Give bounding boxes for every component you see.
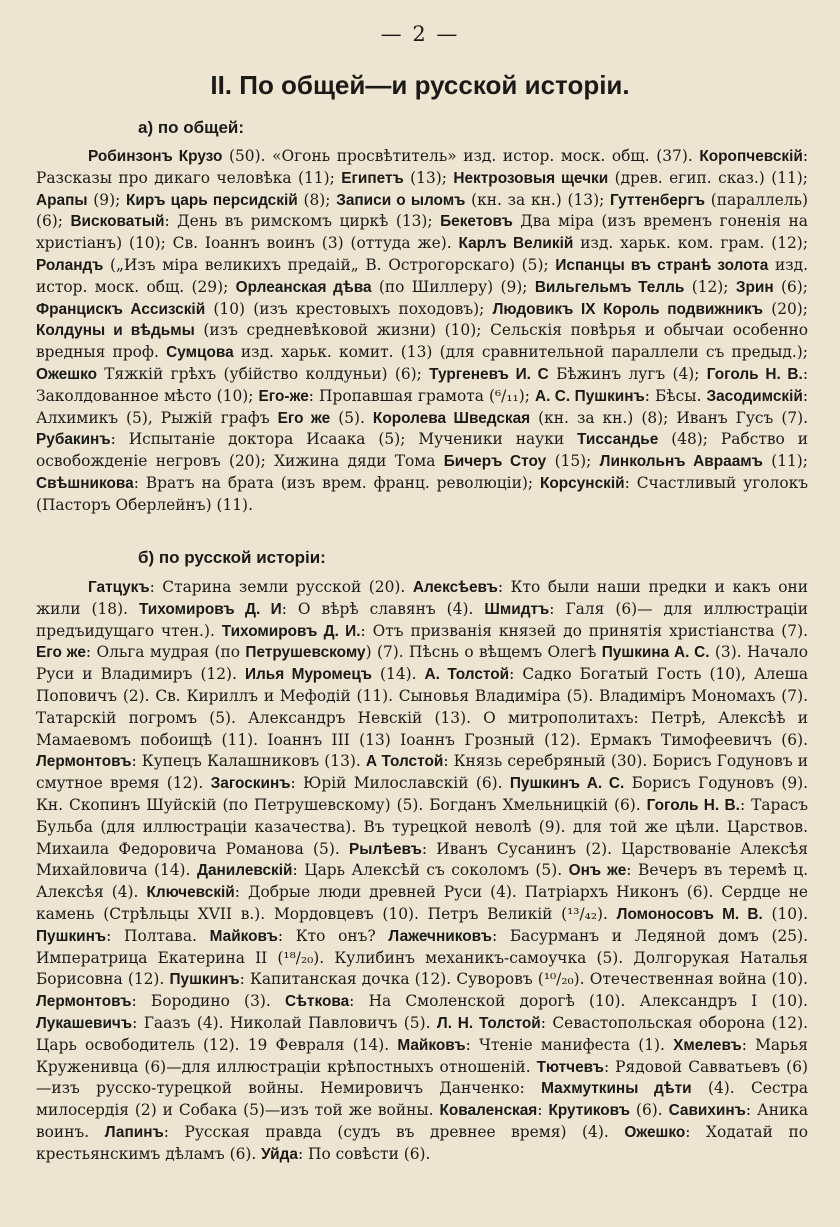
text-run: : О вѣрѣ славянъ (4). <box>281 599 485 618</box>
author-or-title: Пушкина А. С. <box>601 644 710 662</box>
text-run: (14). <box>372 665 425 684</box>
text-run: : Купецъ Калашниковъ (13). <box>131 752 366 771</box>
author-or-title: Пушкинъ <box>36 927 107 945</box>
text-run: : Русская правда (судъ въ древнее время) (4). <box>163 1122 625 1141</box>
text-run: (13); <box>403 168 454 187</box>
text-run: : Заколдованное мѣсто (10); <box>36 364 809 405</box>
text-run: ) (7). Пѣснь о вѣщемъ Олегѣ <box>365 643 602 662</box>
text-run: (5). <box>330 408 373 427</box>
text-run: : Иванъ Сусанинъ (2). Царствованіе Алексѣя Михайловича (14). <box>36 839 808 880</box>
text-run: : Ходатай по крестьянскимъ дѣламъ (6). <box>36 1122 808 1163</box>
author-or-title: Робинзонъ Крузо <box>88 148 223 165</box>
author-or-title: Тургеневъ И. С <box>429 365 549 383</box>
author-or-title: Бекетовъ <box>440 213 513 231</box>
author-or-title: Зрин <box>735 278 774 296</box>
author-or-title: Роландъ <box>36 256 104 274</box>
author-or-title: Колдуны и вѣдьмы <box>36 322 195 340</box>
author-or-title: Данилевскій <box>196 862 293 880</box>
author-or-title: Тиссандье <box>577 431 659 449</box>
author-or-title: Тихомировъ Д. И. <box>221 622 361 640</box>
text-run: (4). Сестра милосердія (2) и Собака (5)—изъ той же войны. <box>36 1079 808 1120</box>
text-run: : Аника воинъ. <box>36 1101 809 1141</box>
author-or-title: Пушкинъ А. С. <box>509 775 625 793</box>
text-run: (50). «Огонь просвѣтитель» изд. истор. моск. общ. (37). <box>222 147 700 165</box>
section-title: II. По общей—и русской исторіи. <box>210 70 630 100</box>
text-run: (изъ средневѣковой жизни) (10); Сельскія повѣрья и обычаи особенно вредныя проф. <box>36 321 808 362</box>
text-run: : <box>537 1101 549 1120</box>
author-or-title: Арапы <box>36 191 88 209</box>
author-or-title: А. Толстой <box>424 666 510 684</box>
text-run: (11); <box>762 452 808 471</box>
author-or-title: Л. Н. Толстой <box>436 1014 541 1032</box>
text-run: : Ольга мудрая (по <box>85 643 246 662</box>
text-run: изд. истор. моск. общ. (29); <box>36 255 808 296</box>
subsection-heading-russian: б) по русской исторіи: <box>138 548 326 567</box>
author-or-title: Испанцы въ странѣ золота <box>555 256 769 274</box>
author-or-title: Майковъ <box>209 927 278 945</box>
text-run: : Испытаніе доктора Исаака (5); Мученики науки <box>110 430 578 449</box>
author-or-title: Бичеръ Стоу <box>443 453 547 471</box>
text-run: : Рядовой Савватьевъ (6)—изъ русско-турецкой войны. Немировичъ Данченко: <box>36 1057 808 1098</box>
author-or-title: Карлъ Великій <box>458 235 574 253</box>
author-or-title: Его-же <box>258 387 309 405</box>
author-or-title: Засодимскій <box>706 387 803 405</box>
author-or-title: А Толстой <box>365 753 444 771</box>
author-or-title: Рылѣевъ <box>349 840 422 858</box>
author-or-title: Лукашевичъ <box>36 1014 133 1032</box>
text-run: („Изъ міра великихъ предаій„ В. Острогорскаго) (5); <box>103 255 556 274</box>
text-run: (параллель) (6); <box>36 190 808 231</box>
text-run: : Разсказы про дикаго человѣка (11); <box>36 147 809 187</box>
text-run: : Галя (6)— для иллюстраціи предъидущаго чтен.). <box>36 599 808 640</box>
text-run: Борисъ Годуновъ (9). Кн. Скопинъ Шуйскій (по Петрушевскому) (5). Богданъ Хмельницкій (6). <box>36 774 809 814</box>
subsection-heading-general: а) по общей: <box>138 118 245 137</box>
author-or-title: Гоголь Н. В. <box>706 365 803 383</box>
text-run: : Кто онъ? <box>277 926 389 945</box>
text-run: : Полтава. <box>106 926 210 945</box>
text-run: (8); <box>297 190 337 209</box>
author-or-title: Алексѣевъ <box>412 579 498 596</box>
text-run: : Счастливый уголокъ (Пасторъ Оберлейнъ) (11). <box>36 473 809 514</box>
text-run: : Князь серебряный (30). Борисъ Годуновъ и смутное время (12). <box>36 752 809 793</box>
text-run: : Севастопольская оборона (12). Царь освободитель (12). 19 Февраля (14). <box>36 1013 808 1054</box>
author-or-title: Коваленская <box>439 1102 538 1120</box>
author-or-title: Гуттенбергъ <box>610 191 705 209</box>
author-or-title: Ломоносовъ М. В. <box>616 905 763 923</box>
author-or-title: Пушкинъ <box>169 971 240 989</box>
author-or-title: Египетъ <box>341 169 404 187</box>
author-or-title: Майковъ <box>397 1036 466 1054</box>
text-run: : Марья Круженивца (6)—для иллюстраціи крѣпостныхъ отношеній. <box>36 1035 808 1076</box>
text-run: (древ. егип. сказ.) (11); <box>608 168 808 187</box>
author-or-title: Вильгельмъ Телль <box>534 278 685 296</box>
text-run: : Кто были наши предки и какъ они жили (18). <box>36 578 808 618</box>
author-or-title: Рубакинъ <box>36 431 111 449</box>
author-or-title: Коропчевскій <box>699 148 803 165</box>
author-or-title: А. С. Пушкинъ <box>534 387 645 405</box>
text-run: (по Шиллеру) (9); <box>371 277 535 296</box>
author-or-title: Киръ царь персидскій <box>126 191 298 209</box>
text-run: (12); <box>684 277 736 296</box>
author-or-title: Его же <box>36 644 86 662</box>
text-run: : Старина земли русской (20). <box>149 578 413 596</box>
text-run: (15); <box>546 452 600 471</box>
author-or-title: Францискъ Ассизскій <box>36 300 206 318</box>
author-or-title: Савихинъ <box>668 1102 746 1120</box>
text-run: (9); <box>87 190 127 209</box>
russian-history-paragraph <box>36 577 808 1166</box>
text-run: : Пропавшая грамота (⁶/₁₁); <box>308 386 535 405</box>
author-or-title: Сѣткова <box>284 993 350 1011</box>
author-or-title: Лажечниковъ <box>388 927 492 945</box>
author-or-title: Ожешко <box>624 1123 686 1141</box>
page-number: — 2 — <box>380 22 460 46</box>
author-or-title: Петрушевскому <box>245 644 366 662</box>
text-run: : Тарасъ Бульба (для иллюстраціи казачества). Въ турецкой неволѣ (9). для той же цѣли. Царствов. Михаила Федоровича Романова (5). <box>36 795 808 858</box>
text-run: : Гаазъ (4). Николай Павловичъ (5). <box>132 1013 437 1032</box>
author-or-title: Махмуткины дѣти <box>541 1080 692 1098</box>
author-or-title: Ключевскій <box>146 884 235 902</box>
author-or-title: Лермонтовъ <box>36 753 132 771</box>
text-run: изд. харьк. комит. (13) (для сравнительной параллели съ предыд.); <box>233 343 808 362</box>
author-or-title: Сумцова <box>166 344 234 362</box>
text-run: : Басурманъ и Ледяной домъ (25). Императрица Екатерина II (¹⁸/₂₀). Кулибинъ механикъ-самоучка (5). Долгорукая Наталья Борисовна (12). <box>36 926 809 989</box>
text-run: : Алхимикъ (5), Рыжій графъ <box>36 386 809 427</box>
text-run: (3). Начало Руси и Владимиръ (12). <box>36 643 808 684</box>
text-run: (кн. за кн.) (13); <box>465 190 611 209</box>
text-run: (20); <box>762 299 808 318</box>
text-run: (10) (изъ крестовыхъ походовъ); <box>205 299 493 318</box>
text-run: (10). <box>762 904 808 923</box>
author-or-title: Людовикъ IX Король подвижникъ <box>492 300 763 318</box>
author-or-title: Гоголь Н. В. <box>646 796 740 814</box>
text-run: : Вратъ на брата (изъ врем. франц. революціи); <box>133 473 540 492</box>
text-run: : Садко Богатый Гость (10), Алеша Поповичъ (2). Св. Кириллъ и Мефодій (11). Сыновья Владиміра (5). Владиміръ Мономахъ (7). Татарскій погромъ (5). Александръ Невскій (13). О митрополитахъ: Петрѣ, Алексѣѣ и Мамаевомъ побоищѣ (11). Іоаннъ III (13) Іоаннъ Грозный (12). Ермакъ Тимофеевичъ (6). <box>36 665 808 749</box>
author-or-title: Линкольнъ Авраамъ <box>599 453 763 471</box>
author-or-title: Его же <box>277 409 331 427</box>
author-or-title: Записи о ыломъ <box>336 191 466 209</box>
author-or-title: Орлеанская дѣва <box>235 278 372 296</box>
author-or-title: Гатцукъ <box>88 579 150 596</box>
author-or-title: Загоскинъ <box>210 775 291 793</box>
author-or-title: Ожешко <box>36 365 97 383</box>
text-run: : Капитанская дочка (12). Суворовъ (¹⁰/₂₀). Отечественная война (10). <box>239 970 808 989</box>
text-run: (6). <box>629 1101 669 1120</box>
author-or-title: Уйда <box>261 1145 298 1163</box>
author-or-title: Корсунскій <box>539 474 625 492</box>
text-run: : Чтеніе манифеста (1). <box>465 1035 674 1054</box>
text-run: Бѣжинъ лугъ (4); <box>548 364 707 383</box>
author-or-title: Лермонтовъ <box>36 993 132 1011</box>
author-or-title: Онъ же <box>568 862 627 880</box>
text-run: : По совѣсти (6). <box>297 1144 431 1163</box>
author-or-title: Королева Шведская <box>372 409 531 427</box>
text-run: : На Смоленской дорогѣ (10). Александръ I (10). <box>349 992 808 1011</box>
text-run: : Бородино (3). <box>131 992 285 1011</box>
text-run: : День въ римскомъ циркѣ (13); <box>164 212 441 231</box>
text-run: (6); <box>773 277 808 296</box>
general-history-paragraph <box>36 146 808 517</box>
text-run: : Бѣсы. <box>644 386 707 405</box>
text-run: (кн. за кн.) (8); Иванъ Гусъ (7). <box>530 408 809 427</box>
author-or-title: Висковатый <box>70 213 165 231</box>
author-or-title: Свѣшникова <box>36 474 134 492</box>
author-or-title: Тютчевъ <box>536 1058 604 1076</box>
text-run: Два міра (изъ временъ гоненія на христіанъ) (10); Св. Іоаннъ воинъ (3) (оттуда же). <box>36 212 808 253</box>
author-or-title: Нектрозовыя щечки <box>453 169 609 187</box>
author-or-title: Лапинъ <box>104 1123 164 1141</box>
text-run: : Вечеръ въ теремѣ ц. Алексѣя (4). <box>36 861 808 902</box>
text-run: : Юрій Милославскій (6). <box>290 774 510 793</box>
author-or-title: Крутиковъ <box>548 1102 630 1120</box>
text-run: : Отъ призванія князей до принятія христіанства (7). <box>360 621 808 640</box>
text-run: : Добрые люди древней Руси (4). Патріархъ Никонъ (6). Сердце не камень (Стрѣльцы XVII в.). Мордовцевъ (10). Петръ Великій (¹³/₄₂). <box>36 883 808 923</box>
text-run: Тяжкій грѣхъ (убійство колдуньи) (6); <box>96 364 430 383</box>
author-or-title: Шмидтъ <box>484 600 550 618</box>
text-run: : Царь Алексѣй съ соколомъ (5). <box>292 861 569 880</box>
author-or-title: Хмелевъ <box>673 1036 742 1054</box>
text-run: изд. харьк. ком. грам. (12); <box>573 234 809 253</box>
author-or-title: Илья Муромецъ <box>244 666 373 684</box>
text-run: (48); Рабство и освобожденіе негровъ (20); Хижина дяди Тома <box>36 430 808 471</box>
author-or-title: Тихомировъ Д. И <box>138 600 282 618</box>
